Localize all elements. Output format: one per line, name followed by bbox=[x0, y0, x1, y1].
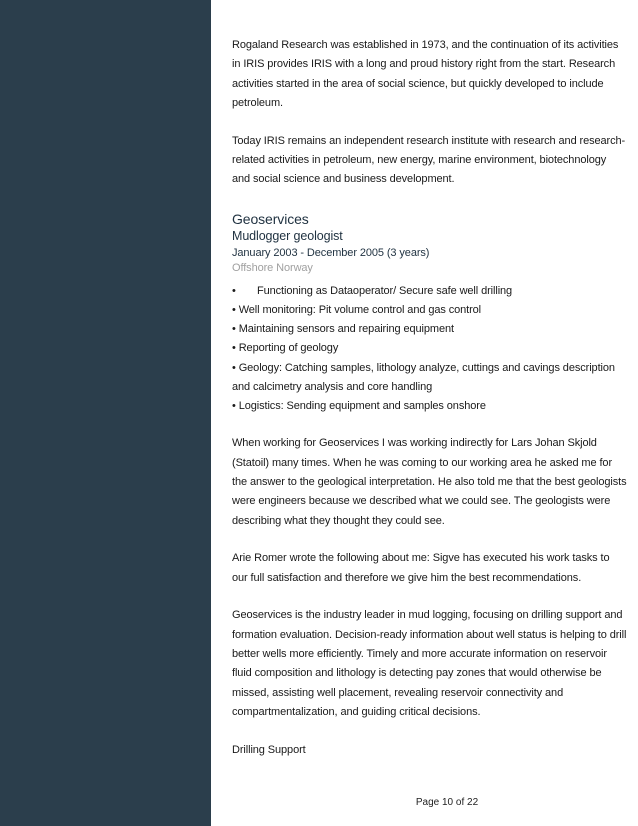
company-name: Geoservices bbox=[232, 210, 309, 227]
company-description-paragraph: Geoservices is the industry leader in mud logging, focusing on drilling support and formation evaluation. Decision-ready information about well status is helping to drill better wells more efficiently. Timely and more accurate information on reservoir fluid composition and lithology is detecting pay zones that would otherwise be missed, assisting well placement, revealing reservoir connectivity and compartmentalization, and guiding critical decisions. bbox=[232, 609, 627, 719]
recommendation-paragraph: Arie Romer wrote the following about me: Sigve has executed his work tasks to our full satisfaction and therefore we give him the best recommendations. bbox=[232, 552, 610, 584]
duty-item bbox=[232, 282, 627, 301]
duty-item: • Logistics: Sending equipment and samples onshore bbox=[232, 400, 486, 413]
job-dates: January 2003 - December 2005 (3 years) bbox=[232, 246, 430, 259]
page-content bbox=[232, 36, 627, 760]
duty-text: Functioning as Dataoperator/ Secure safe well drilling bbox=[257, 284, 513, 297]
duties-list bbox=[232, 282, 627, 416]
duty-item: • Geology: Catching samples, lithology analyze, cuttings and cavings description and calcimetry analysis and core handling bbox=[232, 361, 615, 393]
job-location: Offshore Norway bbox=[232, 261, 313, 274]
drilling-support-heading: Drilling Support bbox=[232, 743, 306, 756]
intro-paragraph-1: Rogaland Research was established in 1973, and the continuation of its activities in IRIS provides IRIS with a long and proud history right from the start. Research activities started in the area of social science, but quickly developed to include petroleum. bbox=[232, 39, 619, 110]
duty-item: • Reporting of geology bbox=[232, 342, 339, 355]
sidebar-panel bbox=[0, 0, 211, 826]
duty-item: • Well monitoring: Pit volume control and gas control bbox=[232, 304, 482, 317]
intro-paragraph-2: Today IRIS remains an independent research institute with research and research-related activities in petroleum, new energy, marine environment, biotechnology and social science and business development. bbox=[232, 134, 626, 186]
duty-item: • Maintaining sensors and repairing equipment bbox=[232, 323, 454, 336]
page-number: Page 10 of 22 bbox=[415, 797, 479, 808]
job-title: Mudlogger geologist bbox=[232, 228, 343, 243]
statoil-paragraph: When working for Geoservices I was working indirectly for Lars Johan Skjold (Statoil) many times. When he was coming to our working area he asked me for the answer to the geological interpretation. He also told me that the best geologists were engineers because we described what we could see. The geologists were describing what they thought they could see. bbox=[232, 437, 627, 527]
bullet-marker: • bbox=[232, 284, 236, 297]
